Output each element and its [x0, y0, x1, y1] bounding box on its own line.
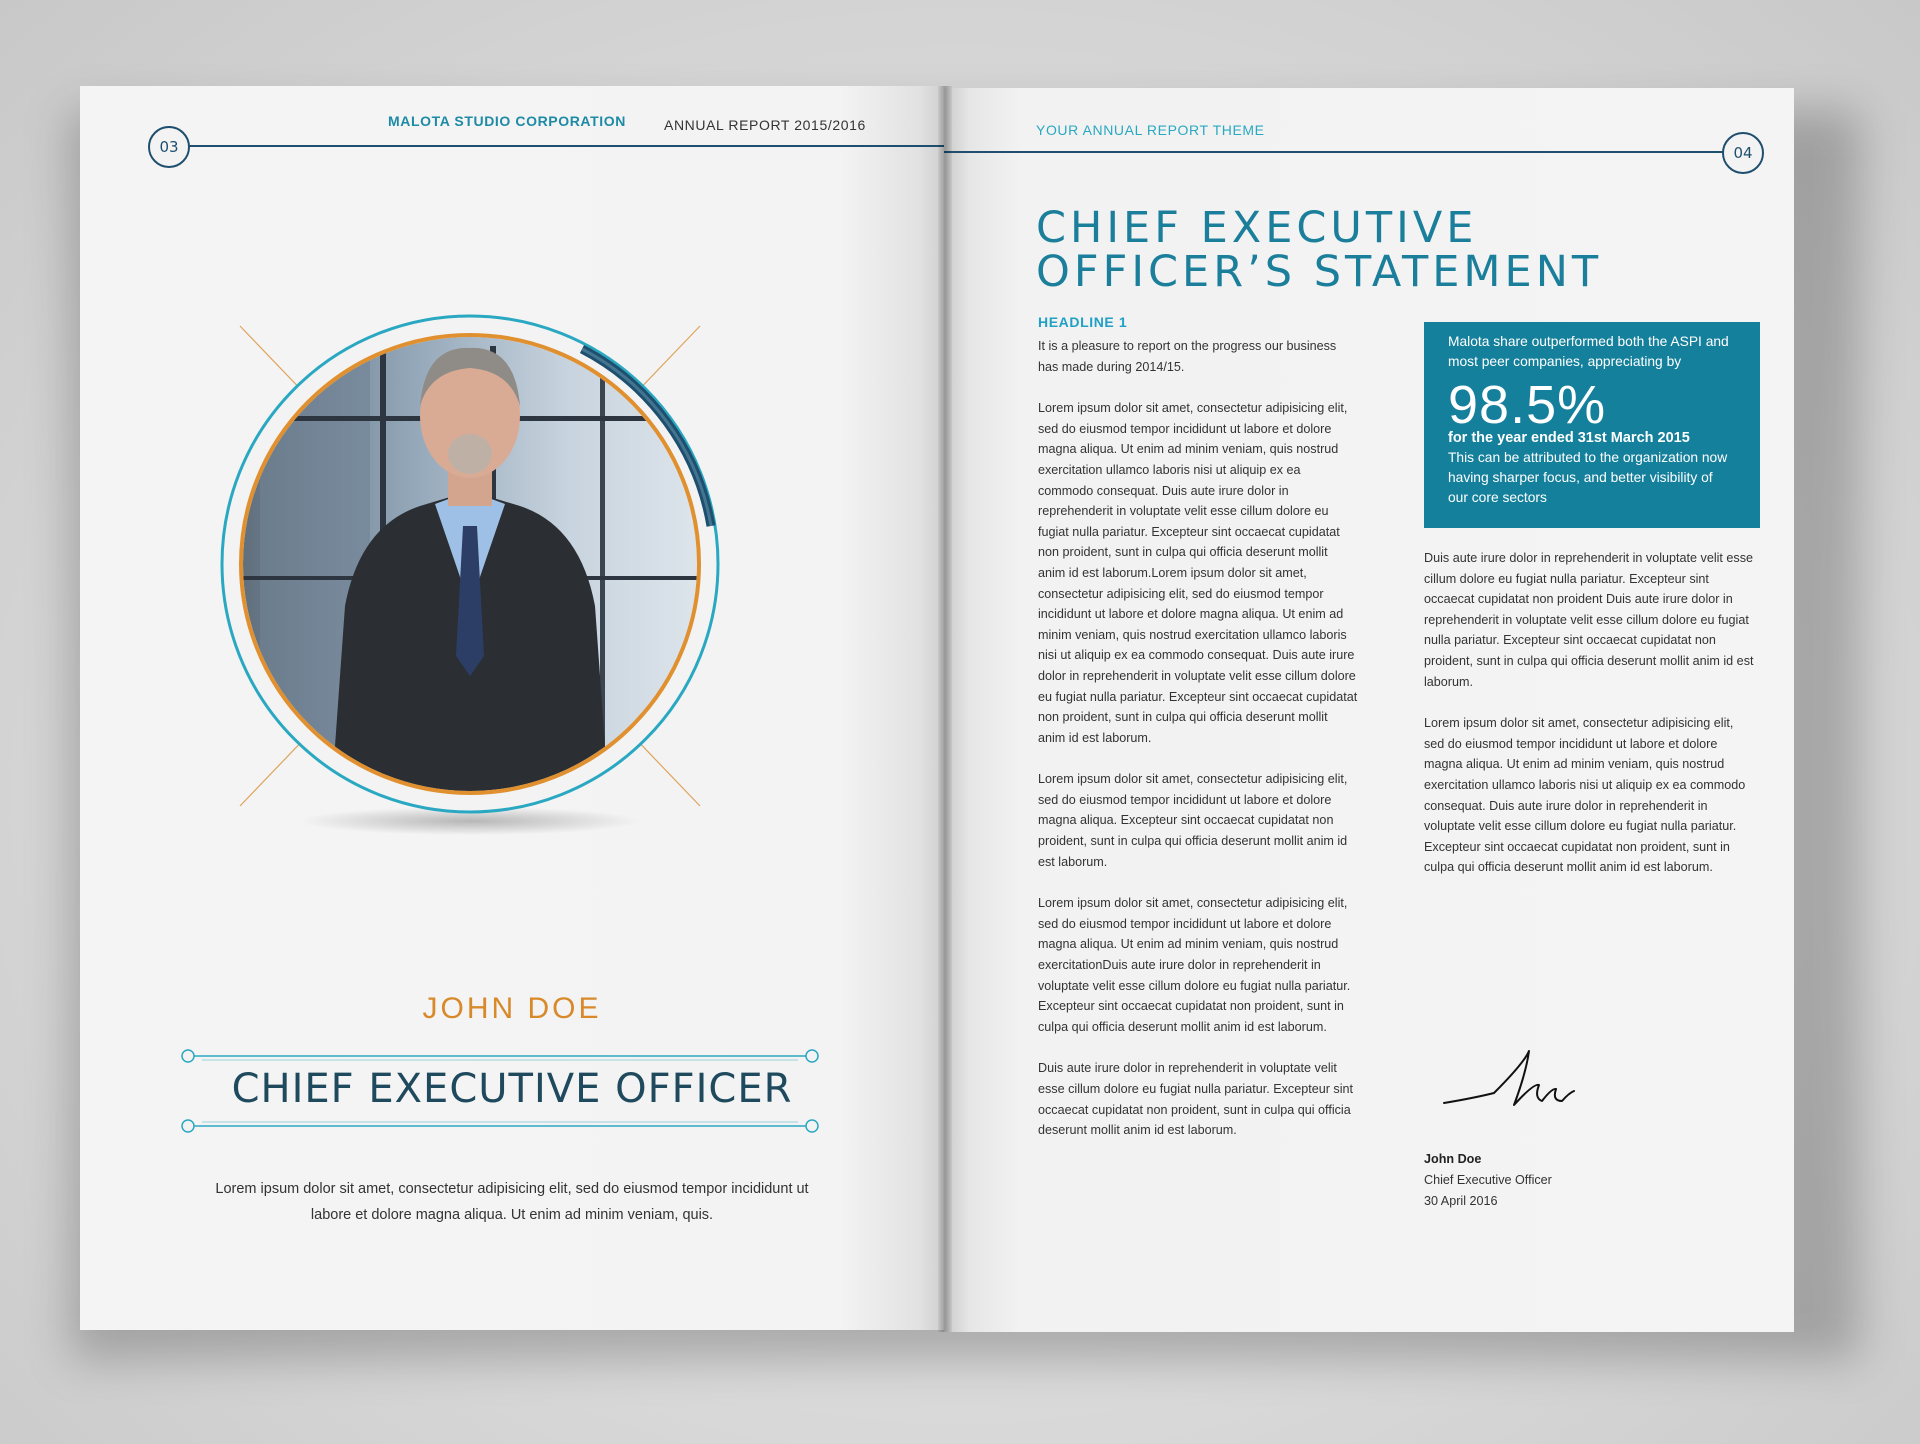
callout-note: This can be attributed to the organization now having sharper focus, and better visibility of our core sectors: [1448, 450, 1728, 505]
body-paragraph: Lorem ipsum dolor sit amet, consectetur adipisicing elit, sed do eiusmod tempor incididunt ut labore et dolore magna aliqua. Ut enim ad minim veniam, quis nostrud exercitationDuis aute irure dolor in reprehenderit in voluptate velit esse cillum dolore eu fugiat nulla pariatur. Excepteur sint occaecat cupidatat non proident, sunt in culpa qui officia deserunt mollit anim id est laborum.: [1038, 896, 1351, 1034]
role-title: CHIEF EXECUTIVE OFFICER: [231, 1066, 793, 1112]
body-paragraph: Lorem ipsum dolor sit amet, consectetur adipisicing elit, sed do eiusmod tempor incididunt ut labore et dolore magna aliqua. Ut enim ad minim veniam, quis nostrud exercitation ullamco laboris nisi ut aliquip ex ea commodo consequat. Duis aute irure dolor in reprehenderit in voluptate velit esse cillum dolore eu fugiat nulla pariatur. Excepteur sint occaecat cupidatat non proident, sunt in culpa qui officia deserunt mollit anim id est laborum.Lorem ipsum dolor sit amet, consectetur adipisicing elit, sed do eiusmod tempor incididunt ut labore et dolore magna aliqua. Ut enim ad minim veniam, quis nostrud exercitation ullamco laboris nisi ut aliquip ex ea commodo consequat. Duis aute irure dolor in reprehenderit in voluptate velit esse cillum dolore eu fugiat nulla pariatur. Excepteur sint occaecat cupidatat non proident, sunt in culpa qui officia deserunt mollit anim id est laborum.: [1038, 401, 1358, 745]
portrait-figure: [180, 276, 800, 836]
company-name: MALOTA STUDIO CORPORATION: [388, 113, 626, 129]
header-rule: [944, 151, 1724, 153]
signatory-name: John Doe: [1424, 1152, 1482, 1166]
left-page: [80, 86, 944, 1330]
right-page: [944, 88, 1794, 1332]
body-paragraph: Lorem ipsum dolor sit amet, consectetur adipisicing elit, sed do eiusmod tempor incididunt ut labore et dolore magna aliqua. Excepteur sint occaecat cupidatat non proident, sunt in culpa qui officia deserunt mollit anim id est laborum.: [1038, 772, 1348, 869]
statement-title-line2: OFFICER’S STATEMENT: [1036, 247, 1603, 297]
signature-date: 30 April 2016: [1424, 1194, 1498, 1208]
body-paragraph: Duis aute irure dolor in reprehenderit in voluptate velit esse cillum dolore eu fugiat nulla pariatur. Excepteur sint occaecat cupidatat non proident Duis aute irure dolor in reprehenderit in voluptate velit esse cillum dolore eu fugiat nulla pariatur. Excepteur sint occaecat cupidatat non proident, sunt in culpa qui officia deserunt mollit anim id est laborum.: [1424, 551, 1754, 689]
person-name: JOHN DOE: [422, 992, 602, 1025]
callout-text: Malota share outperformed both the ASPI and most peer companies, appreciating by: [1448, 334, 1729, 369]
signature-image: [1434, 1043, 1584, 1123]
callout-value: 98.5%: [1448, 375, 1607, 435]
header-rule: [182, 145, 944, 147]
body-paragraph: Lorem ipsum dolor sit amet, consectetur adipisicing elit, sed do eiusmod tempor incididunt ut labore et dolore magna aliqua. Ut enim ad minim veniam, quis nostrud exercitation ullamco laboris nisi ut aliquip ex ea commodo consequat. Duis aute irure dolor in reprehenderit in voluptate velit esse cillum dolore eu fugiat nulla pariatur. Excepteur sint occaecat cupidatat non proident, sunt in culpa qui officia deserunt mollit anim id est laborum.: [1424, 716, 1746, 875]
page-number: 03: [148, 126, 190, 168]
book-spine: [938, 86, 952, 1332]
statement-title-line1: CHIEF EXECUTIVE: [1036, 203, 1478, 253]
body-paragraph: Duis aute irure dolor in reprehenderit in voluptate velit esse cillum dolore eu fugiat nulla pariatur. Excepteur sint occaecat cupidatat non proident, sunt in culpa qui officia deserunt mollit anim id est laborum.: [1038, 1061, 1354, 1138]
intro-paragraph: It is a pleasure to report on the progress our business has made during 2014/15.: [1038, 339, 1337, 374]
page-number: 04: [1722, 132, 1764, 174]
column-left: [1038, 336, 1358, 1162]
statement-title: [1036, 203, 1603, 297]
report-label: ANNUAL REPORT 2015/2016: [664, 117, 866, 133]
highlight-callout: [1424, 322, 1760, 528]
role-description: Lorem ipsum dolor sit amet, consectetur adipisicing elit, sed do eiusmod tempor incididunt ut labore et dolore magna aliqua. Ut enim ad minim veniam, quis.: [215, 1181, 809, 1223]
headline: HEADLINE 1: [1038, 314, 1128, 330]
column-right: [1424, 548, 1756, 899]
callout-period: for the year ended 31st March 2015: [1448, 430, 1690, 446]
signatory-title: Chief Executive Officer: [1424, 1173, 1552, 1187]
report-theme: YOUR ANNUAL REPORT THEME: [1036, 122, 1265, 138]
